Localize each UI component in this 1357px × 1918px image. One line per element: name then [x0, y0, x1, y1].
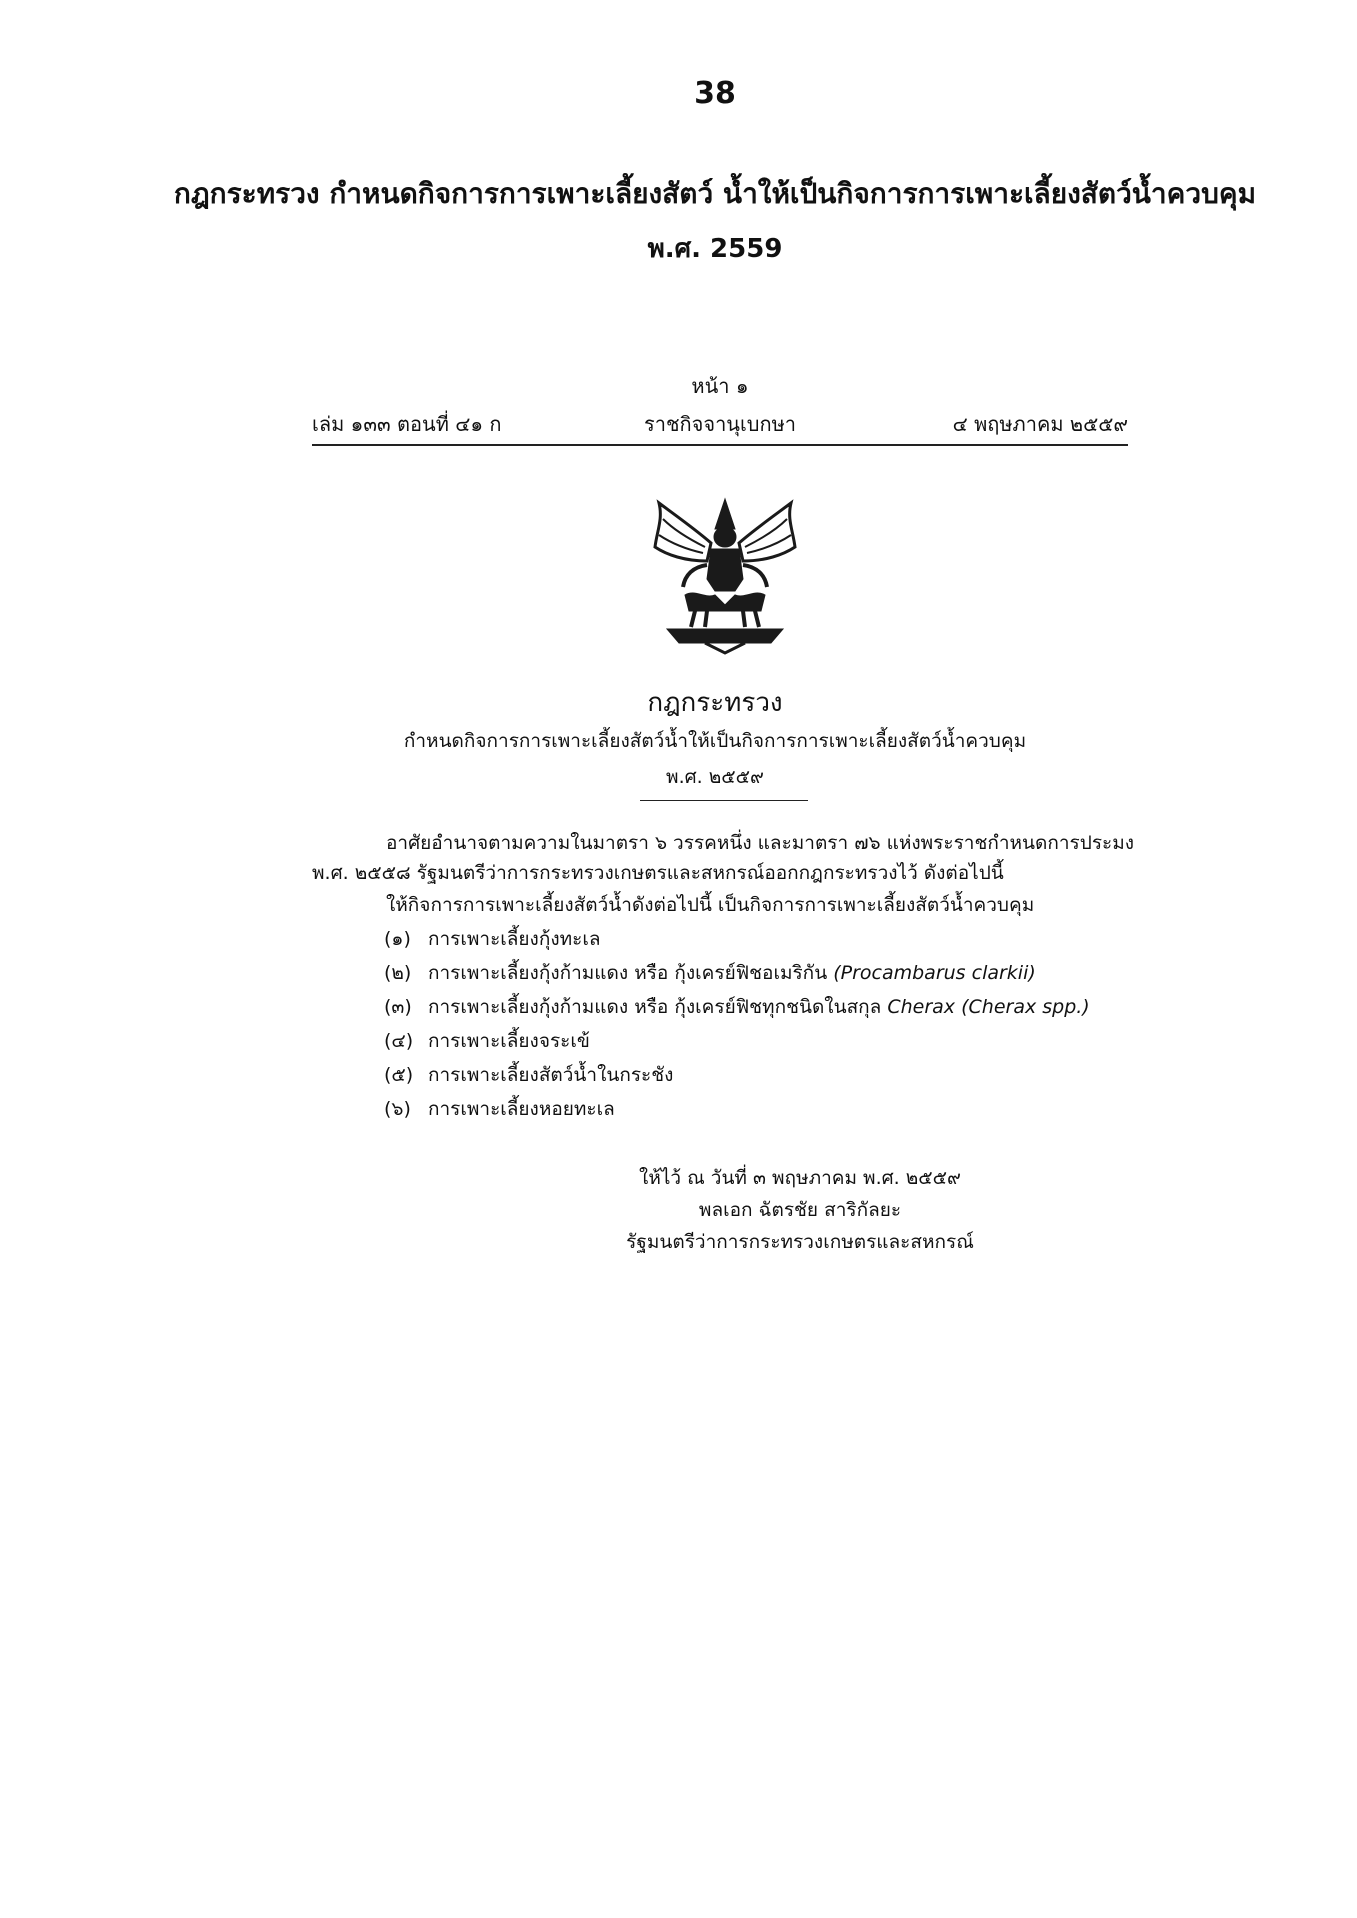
- item-text: การเพาะเลี้ยงกุ้งก้ามแดง หรือ กุ้งเครย์ฟิชทุกชนิดในสกุล: [428, 996, 888, 1018]
- page-number: 38: [694, 76, 736, 111]
- item-number: (๖): [384, 1098, 411, 1120]
- gazette-volume: เล่ม ๑๓๓ ตอนที่ ๔๑ ก: [312, 412, 502, 436]
- item-number: (๒): [384, 962, 412, 984]
- list-item: [384, 1060, 1090, 1094]
- list-item: [384, 924, 1090, 958]
- gazette-page: หน้า ๑: [691, 374, 749, 398]
- document-year: พ.ศ. 2559: [647, 234, 783, 264]
- list-item: [384, 958, 1090, 992]
- list-item: [384, 992, 1090, 1026]
- signatory-name: พลเอก ฉัตรชัย สาริกัลยะ: [698, 1199, 902, 1221]
- signatory-position: รัฐมนตรีว่าการกระทรวงเกษตรและสหกรณ์: [626, 1231, 974, 1253]
- item-italic: Cherax (Cherax spp.): [887, 996, 1090, 1018]
- intro-paragraph: ให้กิจการการเพาะเลี้ยงสัตว์น้ำดังต่อไปนี้ เป็นกิจการการเพาะเลี้ยงสัตว์น้ำควบคุม: [386, 894, 1035, 916]
- item-text: การเพาะเลี้ยงกุ้งก้ามแดง หรือ กุ้งเครย์ฟิชอเมริกัน: [428, 962, 834, 984]
- item-number: (๔): [384, 1030, 414, 1052]
- signature-block: [570, 1162, 1030, 1258]
- regulation-title: กฎกระทรวง: [647, 688, 783, 718]
- item-text: การเพาะเลี้ยงสัตว์น้ำในกระชัง: [428, 1064, 674, 1086]
- preamble-line-2: พ.ศ. ๒๕๕๘ รัฐมนตรีว่าการกระทรวงเกษตรและสหกรณ์ออกกฎกระทรวงไว้ ดังต่อไปนี้: [312, 862, 1004, 884]
- document-title: กฎกระทรวง กำหนดกิจการการเพาะเลี้ยงสัตว์ น้ำให้เป็นกิจการการเพาะเลี้ยงสัตว์น้ำควบคุม: [173, 177, 1257, 210]
- gazette-name: ราชกิจจานุเบกษา: [643, 412, 797, 436]
- item-list: [384, 924, 1090, 1128]
- item-text: การเพาะเลี้ยงกุ้งทะเล: [428, 928, 601, 950]
- preamble-line-1: อาศัยอำนาจตามความในมาตรา ๖ วรรคหนึ่ง และมาตรา ๗๖ แห่งพระราชกำหนดการประมง: [386, 832, 1135, 854]
- preamble: [312, 828, 1142, 888]
- item-italic: (Procambarus clarkii): [833, 962, 1036, 984]
- gazette-divider: [312, 444, 1128, 446]
- item-text: การเพาะเลี้ยงหอยทะเล: [428, 1098, 615, 1120]
- item-number: (๑): [384, 928, 411, 950]
- garuda-emblem-icon: [645, 495, 805, 655]
- title-divider: [640, 800, 808, 801]
- regulation-year: พ.ศ. ๒๕๕๙: [666, 766, 764, 788]
- item-text: การเพาะเลี้ยงจระเข้: [428, 1030, 590, 1052]
- list-item: [384, 1094, 1090, 1128]
- item-number: (๓): [384, 996, 412, 1018]
- regulation-description: กำหนดกิจการการเพาะเลี้ยงสัตว์น้ำให้เป็นกิจการการเพาะเลี้ยงสัตว์น้ำควบคุม: [403, 730, 1027, 752]
- gazette-header: [312, 370, 1128, 446]
- gazette-date: ๔ พฤษภาคม ๒๕๕๙: [952, 412, 1128, 436]
- signature-date: ให้ไว้ ณ วันที่ ๓ พฤษภาคม พ.ศ. ๒๕๕๙: [639, 1167, 961, 1189]
- gazette-row: [312, 408, 1128, 436]
- list-item: [384, 1026, 1090, 1060]
- item-number: (๕): [384, 1064, 414, 1086]
